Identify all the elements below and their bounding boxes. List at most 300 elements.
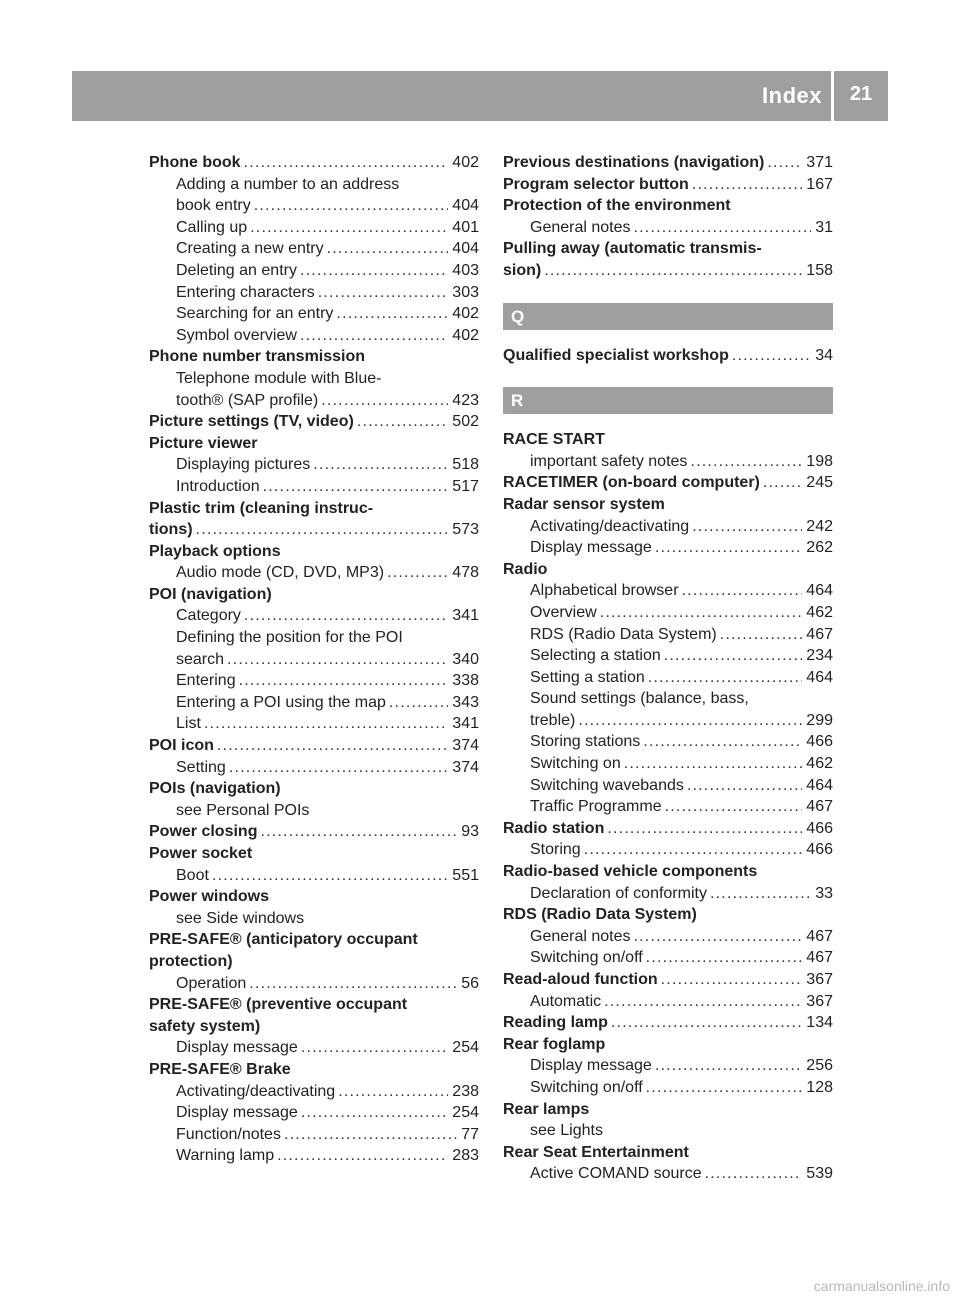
index-entry xyxy=(149,821,479,843)
entry-label: Declaration of conformity xyxy=(530,884,707,902)
page-reference[interactable]: 254 xyxy=(452,1104,479,1122)
index-subentry xyxy=(503,645,833,667)
index-entry xyxy=(503,195,833,217)
index-entry xyxy=(149,778,479,800)
entry-label: RDS (Radio Data System) xyxy=(530,625,717,643)
page-reference[interactable]: 34 xyxy=(815,346,833,364)
watermark: carmanualsonline.info xyxy=(813,1278,950,1294)
entry-label: Storing xyxy=(530,841,581,859)
leader-dots xyxy=(705,1163,803,1185)
entry-label: tions) xyxy=(149,521,193,539)
index-subentry xyxy=(149,476,479,498)
index-subentry xyxy=(149,713,479,735)
entry-label: Display message xyxy=(530,539,652,557)
index-subentry xyxy=(503,537,833,559)
page-reference[interactable]: 573 xyxy=(452,521,479,539)
page-reference[interactable]: 341 xyxy=(452,715,479,733)
entry-label: Setting xyxy=(176,758,226,776)
entry-label: Power socket xyxy=(149,845,253,862)
entry-label: Radio station xyxy=(503,819,605,837)
leader-dots xyxy=(648,667,803,689)
entry-label: Display message xyxy=(176,1039,298,1057)
leader-dots xyxy=(227,649,448,671)
leader-dots xyxy=(250,217,448,239)
index-subentry xyxy=(149,865,479,887)
section-header: R xyxy=(503,387,833,414)
page-reference[interactable]: 371 xyxy=(806,154,833,171)
leader-dots xyxy=(624,753,803,775)
page-reference[interactable]: 502 xyxy=(452,413,479,431)
page-reference[interactable]: 341 xyxy=(452,607,479,625)
index-entry xyxy=(149,584,479,606)
page-reference[interactable]: 404 xyxy=(452,197,479,215)
index-entry xyxy=(503,1142,833,1164)
entry-label: Power windows xyxy=(149,888,270,906)
page-reference[interactable]: 402 xyxy=(452,305,479,323)
entry-label: book entry xyxy=(176,197,251,215)
entry-label: Adding a number to an address xyxy=(176,175,400,193)
index-subentry xyxy=(149,562,479,584)
section-header: Q xyxy=(503,303,833,330)
entry-label: Picture viewer xyxy=(149,434,258,452)
entry-label: Previous destinations (navigation) xyxy=(503,154,765,171)
leader-dots xyxy=(336,303,448,325)
entry-label: Audio mode (CD, DVD, MP3) xyxy=(176,564,385,582)
entry-label: Phone book xyxy=(149,154,241,171)
index-subentry xyxy=(149,649,479,671)
page-reference[interactable]: 93 xyxy=(461,823,479,841)
leader-dots xyxy=(301,1037,448,1059)
entry-label: PRE-SAFE® (preventive occupant xyxy=(149,996,408,1014)
index-subentry xyxy=(503,688,833,710)
page-reference[interactable]: 234 xyxy=(806,647,833,665)
page-reference[interactable]: 423 xyxy=(452,391,479,409)
page-title: Index xyxy=(762,83,822,108)
index-subentry xyxy=(503,839,833,861)
entry-label: Overview xyxy=(530,603,597,621)
index-entry xyxy=(503,1012,833,1034)
page-reference[interactable]: 466 xyxy=(806,819,833,837)
index-entry xyxy=(503,174,833,196)
leader-dots xyxy=(300,325,448,347)
leader-dots xyxy=(687,775,802,797)
page-reference[interactable]: 367 xyxy=(806,992,833,1010)
entry-label: Searching for an entry xyxy=(176,305,334,323)
index-entry xyxy=(503,472,833,494)
page-reference[interactable]: 403 xyxy=(452,261,479,279)
page-reference[interactable]: 374 xyxy=(452,758,479,776)
page-reference[interactable]: 299 xyxy=(806,711,833,729)
entry-label: sion) xyxy=(503,261,542,279)
entry-label: Switching on xyxy=(530,755,621,773)
index-entry xyxy=(149,433,479,455)
entry-label: Traffic Programme xyxy=(530,798,662,816)
index-subentry xyxy=(149,195,479,217)
leader-dots xyxy=(389,692,448,714)
leader-dots xyxy=(300,260,448,282)
index-subentry xyxy=(503,516,833,538)
page-reference[interactable]: 283 xyxy=(452,1147,479,1165)
index-entry xyxy=(149,886,479,908)
page-reference[interactable]: 517 xyxy=(452,477,479,495)
entry-label: Radio xyxy=(503,560,548,578)
entry-label: search xyxy=(176,650,225,668)
page-reference[interactable]: 245 xyxy=(806,474,833,492)
leader-dots xyxy=(634,217,812,239)
leader-dots xyxy=(732,345,811,367)
leader-dots xyxy=(277,1145,448,1167)
page-reference[interactable]: 303 xyxy=(452,283,479,301)
leader-dots xyxy=(710,883,811,905)
page-reference[interactable]: 238 xyxy=(452,1082,479,1100)
entry-label: Switching on/off xyxy=(530,1078,643,1096)
page-reference[interactable]: 198 xyxy=(806,452,833,470)
index-entry xyxy=(503,969,833,991)
entry-label: Picture settings (TV, video) xyxy=(149,413,354,431)
index-entry xyxy=(503,238,833,260)
index-subentry xyxy=(149,670,479,692)
entry-label: Plastic trim (cleaning instruc- xyxy=(149,499,374,517)
page-reference[interactable]: 33 xyxy=(815,884,833,902)
page-reference[interactable]: 467 xyxy=(806,949,833,967)
index-subentry xyxy=(503,667,833,689)
entry-label: tooth® (SAP profile) xyxy=(176,391,319,409)
index-subentry xyxy=(503,796,833,818)
entry-label: Entering a POI using the map xyxy=(176,693,386,711)
page-reference[interactable]: 340 xyxy=(452,650,479,668)
leader-dots xyxy=(690,451,802,473)
page-reference[interactable]: 367 xyxy=(806,971,833,988)
index-subentry xyxy=(503,991,833,1013)
leader-dots xyxy=(338,1081,448,1103)
leader-dots xyxy=(244,605,448,627)
page-reference[interactable]: 478 xyxy=(452,564,479,582)
entry-label: Active COMAND source xyxy=(530,1165,702,1183)
leader-dots xyxy=(692,516,802,538)
index-subentry xyxy=(149,1124,479,1146)
entry-label: Setting a station xyxy=(530,668,645,686)
page-reference[interactable]: 467 xyxy=(806,625,833,643)
page-reference[interactable]: 466 xyxy=(806,733,833,751)
leader-dots xyxy=(584,839,803,861)
page-reference[interactable]: 134 xyxy=(806,1014,833,1032)
entry-label: Phone number transmission xyxy=(149,348,366,366)
index-entry xyxy=(149,951,479,973)
entry-label: Calling up xyxy=(176,218,248,236)
index-subentry xyxy=(503,947,833,969)
entry-label: Introduction xyxy=(176,477,260,495)
leader-dots xyxy=(634,926,803,948)
page-reference[interactable]: 467 xyxy=(806,798,833,816)
page-reference[interactable]: 464 xyxy=(806,668,833,686)
entry-label: Radar sensor system xyxy=(503,495,665,513)
page-reference[interactable]: 464 xyxy=(806,776,833,794)
leader-dots xyxy=(720,624,803,646)
leader-dots xyxy=(682,580,803,602)
entry-label: General notes xyxy=(530,927,631,945)
page-reference[interactable]: 256 xyxy=(806,1057,833,1075)
index-entry xyxy=(149,152,479,174)
entry-label: Radio-based vehicle components xyxy=(503,863,758,881)
entry-label: Program selector button xyxy=(503,175,689,193)
entry-label: Rear Seat Entertainment xyxy=(503,1143,689,1161)
entry-label: Power closing xyxy=(149,823,258,841)
index-entry xyxy=(149,1059,479,1081)
index-entry xyxy=(149,411,479,433)
entry-label: Display message xyxy=(176,1104,298,1122)
entry-label: Alphabetical browser xyxy=(530,582,679,600)
entry-label: Boot xyxy=(176,866,209,884)
leader-dots xyxy=(643,731,802,753)
index-subentry xyxy=(503,1120,833,1142)
page-reference[interactable]: 128 xyxy=(806,1078,833,1096)
leader-dots xyxy=(578,710,802,732)
leader-dots xyxy=(600,602,803,624)
entry-label: POI (navigation) xyxy=(149,585,272,603)
page-number: 21 xyxy=(849,83,873,105)
index-entry xyxy=(503,861,833,883)
index-subentry xyxy=(503,926,833,948)
index-entry xyxy=(503,904,833,926)
index-subentry xyxy=(149,282,479,304)
index-entry xyxy=(503,559,833,581)
entry-label: Entering characters xyxy=(176,283,315,301)
entry-label: Telephone module with Blue- xyxy=(176,369,382,387)
page-reference[interactable]: 518 xyxy=(452,456,479,474)
index-subentry xyxy=(503,217,833,239)
index-subentry xyxy=(149,368,479,390)
page-reference[interactable]: 167 xyxy=(806,175,833,193)
entry-label: Pulling away (automatic transmis- xyxy=(503,240,762,258)
index-subentry xyxy=(149,174,479,196)
index-subentry xyxy=(149,1037,479,1059)
index-subentry xyxy=(149,605,479,627)
index-subentry xyxy=(149,973,479,995)
leader-dots xyxy=(655,537,802,559)
entry-label: Operation xyxy=(176,974,247,992)
index-subentry xyxy=(503,753,833,775)
index-entry xyxy=(149,843,479,865)
index-subentry xyxy=(503,775,833,797)
entry-label: Selecting a station xyxy=(530,647,661,665)
entry-label: Activating/deactivating xyxy=(176,1082,336,1100)
entry-label: Playback options xyxy=(149,542,281,560)
index-column-left xyxy=(149,152,479,1167)
leader-dots xyxy=(763,472,802,494)
leader-dots xyxy=(196,519,449,541)
index-subentry xyxy=(503,624,833,646)
index-subentry xyxy=(503,580,833,602)
index-subentry xyxy=(149,238,479,260)
entry-label: RACE START xyxy=(503,431,605,449)
page-reference[interactable]: 402 xyxy=(452,154,479,171)
entry-label: Activating/deactivating xyxy=(530,517,690,535)
index-entry xyxy=(149,735,479,757)
index-entry xyxy=(149,498,479,520)
leader-dots xyxy=(239,670,449,692)
entry-label: Category xyxy=(176,607,241,625)
index-entry xyxy=(503,152,833,174)
leader-dots xyxy=(646,1077,803,1099)
entry-label: Protection of the environment xyxy=(503,197,731,215)
leader-dots xyxy=(604,991,802,1013)
index-subentry xyxy=(503,731,833,753)
leader-dots xyxy=(544,260,802,282)
entry-label: Reading lamp xyxy=(503,1014,608,1032)
index-entry xyxy=(503,1099,833,1121)
entry-label: important safety notes xyxy=(530,452,688,470)
entry-label: Creating a new entry xyxy=(176,240,324,258)
entry-label: Warning lamp xyxy=(176,1147,275,1165)
entry-label: Symbol overview xyxy=(176,326,297,344)
index-entry xyxy=(149,994,479,1016)
entry-label: POI icon xyxy=(149,737,214,755)
index-entry xyxy=(503,494,833,516)
index-subentry xyxy=(503,710,833,732)
page-reference[interactable]: 551 xyxy=(452,866,479,884)
leader-dots xyxy=(284,1124,457,1146)
index-entry xyxy=(149,346,479,368)
entry-label: safety system) xyxy=(149,1017,261,1035)
page-reference[interactable]: 374 xyxy=(452,737,479,755)
entry-label: see Side windows xyxy=(176,909,305,927)
index-subentry xyxy=(149,1081,479,1103)
page-header xyxy=(72,71,888,121)
leader-dots xyxy=(321,390,448,412)
index-column-right xyxy=(503,152,833,1185)
entry-label: Rear lamps xyxy=(503,1100,590,1118)
page-reference[interactable]: 158 xyxy=(806,261,833,279)
leader-dots xyxy=(655,1055,802,1077)
leader-dots xyxy=(249,973,457,995)
page-reference[interactable]: 467 xyxy=(806,927,833,945)
index-subentry xyxy=(149,390,479,412)
leader-dots xyxy=(665,796,803,818)
leader-dots xyxy=(244,152,449,174)
leader-dots xyxy=(217,735,448,757)
leader-dots xyxy=(301,1102,448,1124)
index-entry xyxy=(503,818,833,840)
leader-dots xyxy=(387,562,448,584)
leader-dots xyxy=(313,454,448,476)
leader-dots xyxy=(318,282,449,304)
index-subentry xyxy=(149,757,479,779)
index-entry xyxy=(149,929,479,951)
page-reference[interactable]: 262 xyxy=(806,539,833,557)
index-subentry xyxy=(503,602,833,624)
entry-label: Defining the position for the POI xyxy=(176,629,403,647)
index-entry xyxy=(503,1034,833,1056)
entry-label: see Lights xyxy=(530,1122,603,1140)
entry-label: Switching wavebands xyxy=(530,776,684,794)
index-entry xyxy=(503,429,833,451)
entry-label: Switching on/off xyxy=(530,949,643,967)
page-reference[interactable]: 343 xyxy=(452,693,479,711)
entry-label: RACETIMER (on-board computer) xyxy=(503,474,760,492)
leader-dots xyxy=(767,152,802,174)
leader-dots xyxy=(357,411,449,433)
index-subentry xyxy=(503,1077,833,1099)
page-reference[interactable]: 462 xyxy=(806,755,833,773)
page-reference[interactable]: 242 xyxy=(806,517,833,535)
entry-label: Entering xyxy=(176,672,236,690)
entry-label: Displaying pictures xyxy=(176,456,311,474)
leader-dots xyxy=(646,947,803,969)
index-subentry xyxy=(503,883,833,905)
index-subentry xyxy=(149,454,479,476)
page-reference[interactable]: 462 xyxy=(806,603,833,621)
page-reference[interactable]: 404 xyxy=(452,240,479,258)
leader-dots xyxy=(212,865,448,887)
entry-label: General notes xyxy=(530,218,631,236)
leader-dots xyxy=(692,174,802,196)
leader-dots xyxy=(260,821,457,843)
leader-dots xyxy=(229,757,448,779)
entry-label: RDS (Radio Data System) xyxy=(503,906,697,924)
index-subentry xyxy=(149,908,479,930)
leader-dots xyxy=(327,238,449,260)
index-entry xyxy=(149,541,479,563)
index-entry xyxy=(503,260,833,282)
entry-label: Function/notes xyxy=(176,1125,281,1143)
page-reference[interactable]: 402 xyxy=(452,326,479,344)
entry-label: treble) xyxy=(530,711,576,729)
page-reference[interactable]: 401 xyxy=(452,218,479,236)
entry-label: List xyxy=(176,715,201,733)
index-subentry xyxy=(149,217,479,239)
entry-label: Read-aloud function xyxy=(503,971,658,988)
entry-label: Deleting an entry xyxy=(176,261,297,279)
index-subentry xyxy=(149,260,479,282)
entry-label: POIs (navigation) xyxy=(149,780,281,798)
index-subentry xyxy=(149,1145,479,1167)
index-subentry xyxy=(503,1163,833,1185)
page-reference[interactable]: 464 xyxy=(806,582,833,600)
page-reference[interactable]: 77 xyxy=(461,1125,479,1143)
entry-label: Display message xyxy=(530,1057,652,1075)
leader-dots xyxy=(661,969,803,991)
index-subentry xyxy=(503,451,833,473)
index-entry xyxy=(149,519,479,541)
leader-dots xyxy=(611,1012,802,1034)
index-entry xyxy=(149,1016,479,1038)
index-subentry xyxy=(149,627,479,649)
leader-dots xyxy=(607,818,802,840)
entry-label: Rear foglamp xyxy=(503,1035,606,1053)
entry-label: Storing stations xyxy=(530,733,641,751)
page-reference[interactable]: 31 xyxy=(815,218,833,236)
index-subentry xyxy=(149,303,479,325)
entry-label: PRE-SAFE® (anticipatory occupant xyxy=(149,931,418,949)
entry-label: protection) xyxy=(149,952,233,970)
leader-dots xyxy=(664,645,803,667)
page-reference[interactable]: 56 xyxy=(461,974,479,992)
entry-label: PRE-SAFE® Brake xyxy=(149,1060,291,1078)
index-subentry xyxy=(149,325,479,347)
leader-dots xyxy=(254,195,449,217)
index-entry xyxy=(503,345,833,367)
leader-dots xyxy=(263,476,449,498)
page-reference[interactable]: 466 xyxy=(806,841,833,859)
page-reference[interactable]: 338 xyxy=(452,672,479,690)
page-reference[interactable]: 539 xyxy=(806,1165,833,1183)
leader-dots xyxy=(204,713,448,735)
entry-label: see Personal POIs xyxy=(176,801,310,819)
index-subentry xyxy=(149,692,479,714)
page-reference[interactable]: 254 xyxy=(452,1039,479,1057)
entry-label: Qualified specialist workshop xyxy=(503,346,729,364)
index-subentry xyxy=(503,1055,833,1077)
